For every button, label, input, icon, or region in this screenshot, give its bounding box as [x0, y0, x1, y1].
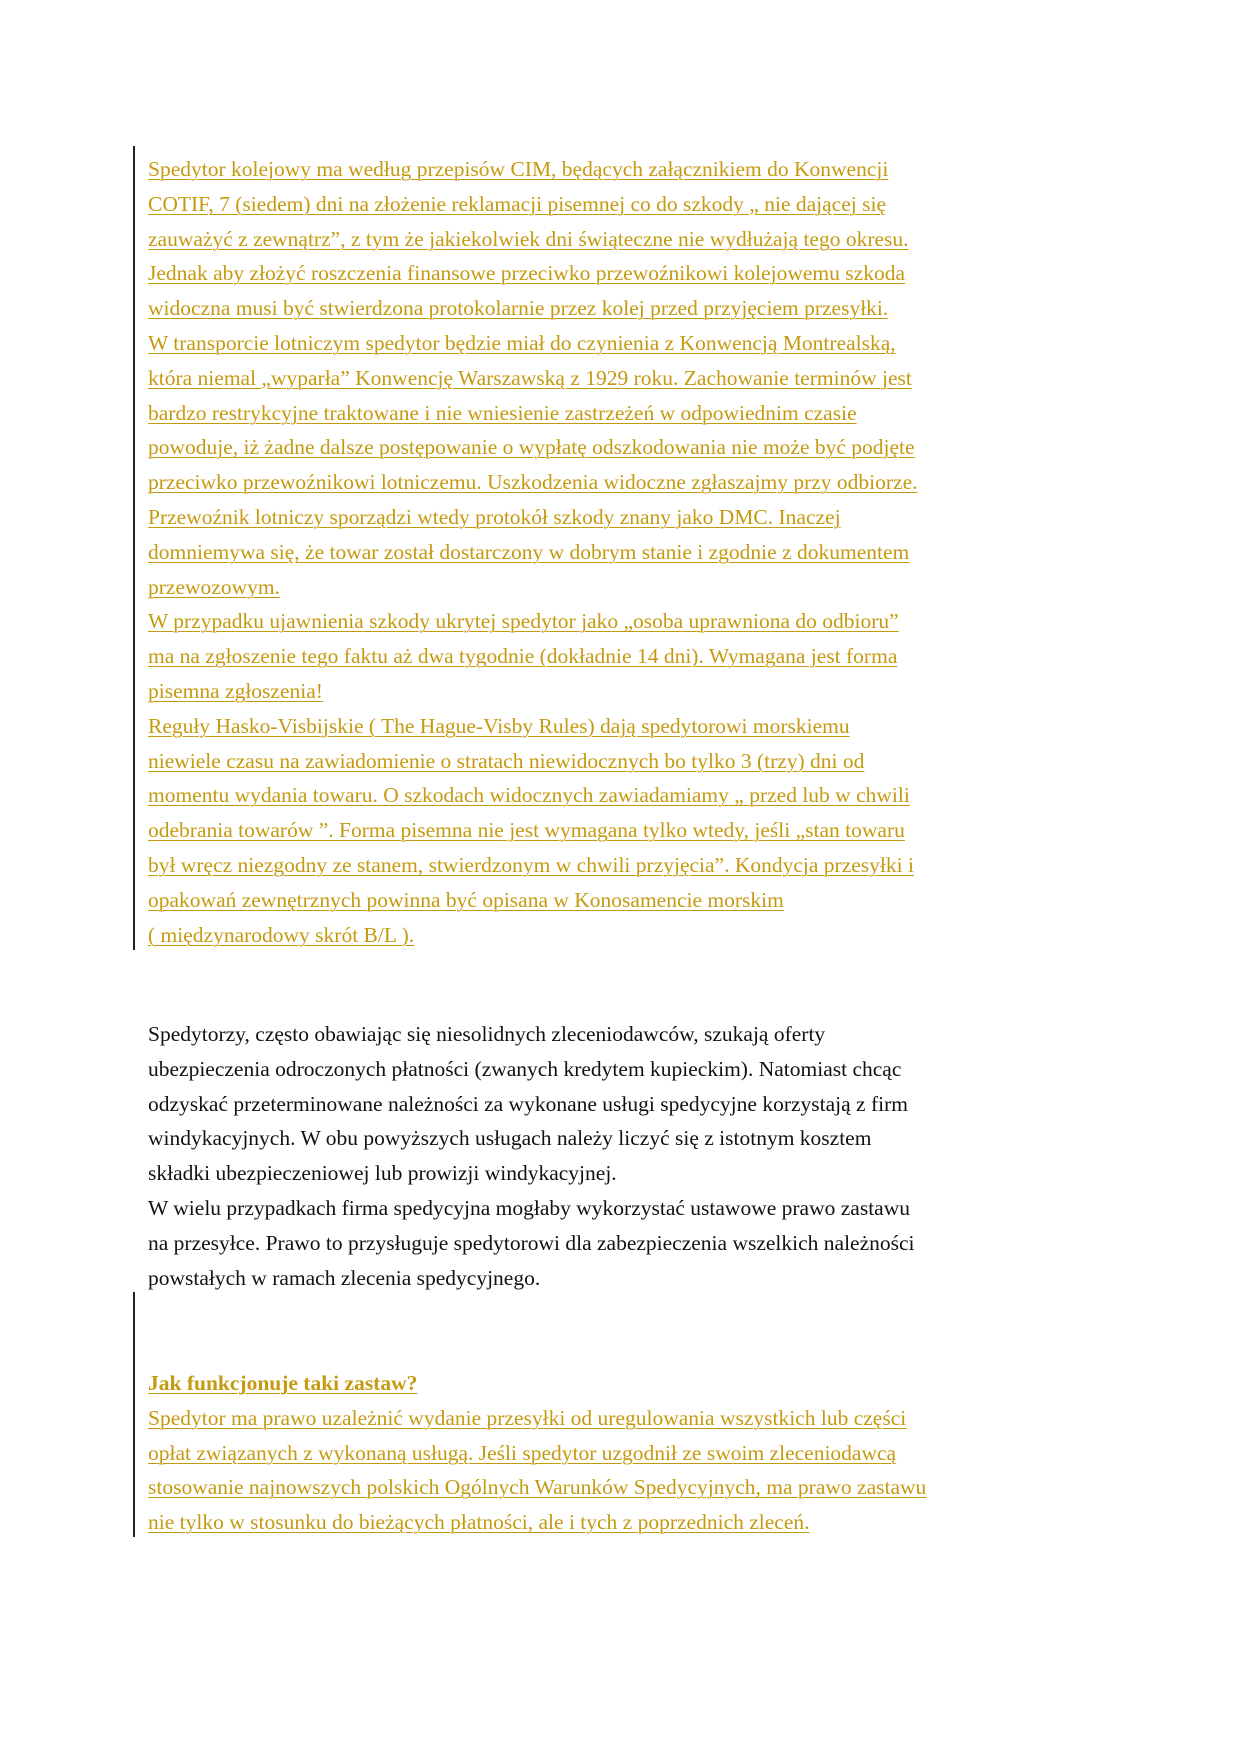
- text-line: widoczna musi być stwierdzona protokolarnie przez kolej przed przyjęciem przesyłki.: [148, 296, 889, 321]
- tracked-insertion-block: [148, 152, 1068, 952]
- text-line: składki ubezpieczeniowej lub prowizji windykacyjnej.: [148, 1161, 617, 1186]
- text-line: ( międzynarodowy skrót B/L ).: [148, 922, 415, 947]
- text-line: przewozowym.: [148, 574, 280, 599]
- text-line: windykacyjnych. W obu powyższych usługach należy liczyć się z istotnym kosztem: [148, 1126, 872, 1151]
- text-line: powstałych w ramach zlecenia spedycyjnego.: [148, 1265, 541, 1290]
- text-line: niewiele czasu na zawiadomienie o stratach niewidocznych bo tylko 3 (trzy) dni od: [148, 748, 865, 773]
- text-line: przeciwko przewoźnikowi lotniczemu. Uszkodzenia widoczne zgłaszajmy przy odbiorze.: [148, 470, 918, 495]
- text-line: odebrania towarów ”. Forma pisemna nie jest wymagana tylko wtedy, jeśli „stan towaru: [148, 818, 905, 843]
- text-line: na przesyłce. Prawo to przysługuje spedytorowi dla zabezpieczenia wszelkich należności: [148, 1230, 915, 1255]
- text-line: Spedytor ma prawo uzależnić wydanie przesyłki od uregulowania wszystkich lub części: [148, 1405, 907, 1430]
- change-bar: [133, 146, 135, 950]
- text-line: COTIF, 7 (siedem) dni na złożenie reklamacji pisemnej co do szkody „ nie dającej się: [148, 191, 886, 216]
- text-line: Przewoźnik lotniczy sporządzi wtedy protokół szkody znany jako DMC. Inaczej: [148, 504, 841, 529]
- text-line: ma na zgłoszenie tego faktu aż dwa tygodnie (dokładnie 14 dni). Wymagana jest forma: [148, 644, 898, 669]
- tracked-insertion-block: [148, 1366, 1068, 1540]
- text-line: domniemywa się, że towar został dostarczony w dobrym stanie i zgodnie z dokumentem: [148, 539, 910, 564]
- text-line: ubezpieczenia odroczonych płatności (zwanych kredytem kupieckim). Natomiast chcąc: [148, 1056, 902, 1081]
- text-line: bardzo restrykcyjne traktowane i nie wniesienie zastrzeżeń w odpowiednim czasie: [148, 400, 857, 425]
- change-bar: [133, 1292, 135, 1537]
- text-line: nie tylko w stosunku do bieżących płatności, ale i tych z poprzednich zleceń.: [148, 1510, 810, 1535]
- text-line: pisemna zgłoszenia!: [148, 678, 323, 703]
- text-line: Reguły Hasko-Visbijskie ( The Hague-Visby Rules) dają spedytorowi morskiemu: [148, 713, 850, 738]
- text-line: która niemal „wyparła” Konwencję Warszawską z 1929 roku. Zachowanie terminów jest: [148, 365, 912, 390]
- text-line: był wręcz niezgodny ze stanem, stwierdzonym w chwili przyjęcia”. Kondycja przesyłki i: [148, 852, 914, 877]
- text-line: Spedytor kolejowy ma według przepisów CIM, będących załącznikiem do Konwencji: [148, 157, 889, 181]
- text-line: zauważyć z zewnątrz”, z tym że jakiekolwiek dni świąteczne nie wydłużają tego okresu.: [148, 226, 909, 251]
- section-heading: Jak funkcjonuje taki zastaw?: [148, 1371, 418, 1395]
- text-line: W wielu przypadkach firma spedycyjna mogłaby wykorzystać ustawowe prawo zastawu: [148, 1195, 911, 1220]
- text-line: odzyskać przeterminowane należności za wykonane usługi spedycyjne korzystają z firm: [148, 1091, 908, 1116]
- body-paragraph-block: [148, 1017, 1068, 1295]
- text-line: momentu wydania towaru. O szkodach widocznych zawiadamiamy „ przed lub w chwili: [148, 783, 910, 808]
- text-line: W transporcie lotniczym spedytor będzie miał do czynienia z Konwencją Montrealską,: [148, 330, 896, 355]
- text-line: opłat związanych z wykonaną usługą. Jeśli spedytor uzgodnił ze swoim zleceniodawcą: [148, 1440, 897, 1465]
- text-line: opakowań zewnętrznych powinna być opisana w Konosamencie morskim: [148, 887, 784, 912]
- text-line: W przypadku ujawnienia szkody ukrytej spedytor jako „osoba uprawniona do odbioru”: [148, 609, 899, 634]
- text-line: Jednak aby złożyć roszczenia finansowe przeciwko przewoźnikowi kolejowemu szkoda: [148, 261, 905, 286]
- text-line: Spedytorzy, często obawiając się niesolidnych zleceniodawców, szukają oferty: [148, 1022, 826, 1046]
- text-line: stosowanie najnowszych polskich Ogólnych Warunków Spedycyjnych, ma prawo zastawu: [148, 1475, 927, 1500]
- text-line: powoduje, iż żadne dalsze postępowanie o wypłatę odszkodowania nie może być podjęte: [148, 435, 915, 460]
